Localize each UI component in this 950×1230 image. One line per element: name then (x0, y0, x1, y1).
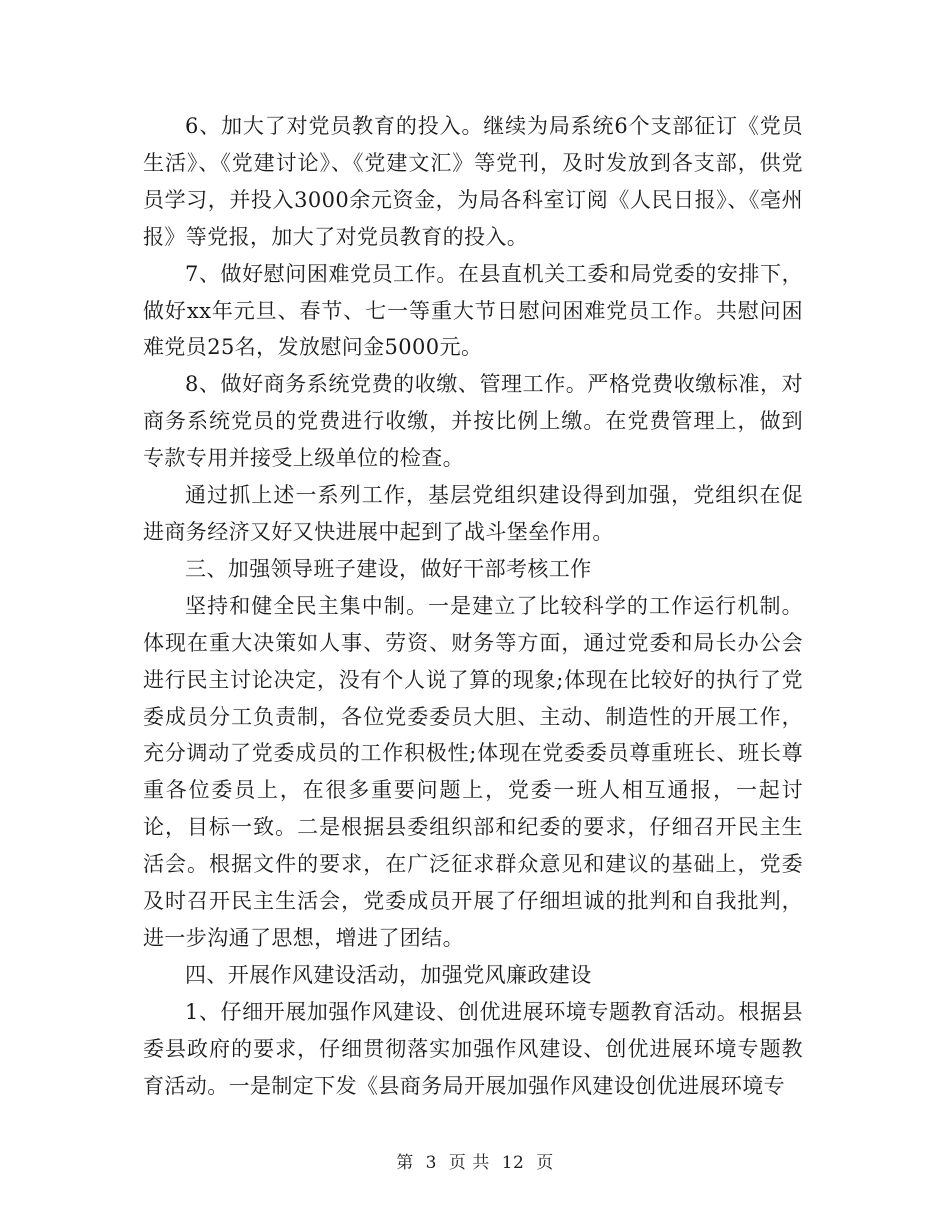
total-page-count: 12 (501, 1153, 525, 1173)
section-heading-3: 三、加强领导班子建设，做好干部考核工作 (185, 556, 592, 581)
paragraph-item-8: 8、做好商务系统党费的收缴、管理工作。严格党费收缴标准，对商务系统党员的党费进行收缴，并按比例上缴。在党费管理上，做到专款专用并接受上级单位的检查。 (143, 372, 803, 471)
document-body (143, 108, 803, 1104)
paragraph-item-7: 7、做好慰问困难党员工作。在县直机关工委和局党委的安排下，做好xx年元旦、春节、七一等重大节日慰问困难党员工作。共慰问困难党员25名，发放慰问金5000元。 (143, 261, 803, 360)
paragraph-item-6: 6、加大了对党员教育的投入。继续为局系统6个支部征订《党员生活》、《党建讨论》、《党建文汇》等党刊，及时发放到各支部，供党员学习，并投入3000余元资金，为局各科室订阅《人民日报》、《亳州报》等党报，加大了对党员教育的投入。 (143, 114, 803, 249)
footer-middle: 页 共 (448, 1153, 490, 1173)
paragraph-summary: 通过抓上述一系列工作，基层党组织建设得到加强，党组织在促进商务经济又好又快进展中起到了战斗堡垒作用。 (143, 483, 803, 544)
paragraph-style-building-1: 1、仔细开展加强作风建设、创优进展环境专题教育活动。根据县委县政府的要求，仔细贯彻落实加强作风建设、创优进展环境专题教育活动。一是制定下发《县商务局开展加强作风建设创优进展环境专 (143, 999, 803, 1098)
footer-suffix: 页 (536, 1153, 554, 1173)
footer-prefix: 第 (396, 1153, 414, 1173)
section-heading-4: 四、开展作风建设活动，加强党风廉政建设 (185, 962, 592, 987)
page-footer (0, 1148, 950, 1173)
paragraph-democratic-centralism: 坚持和健全民主集中制。一是建立了比较科学的工作运行机制。体现在重大决策如人事、劳资、财务等方面，通过党委和局长办公会进行民主讨论决定，没有个人说了算的现象;体现在比较好的执行了党委成员分工负责制，各位党委委员大胆、主动、制造性的开展工作，充分调动了党委成员的工作积极性;体现在党委委员尊重班长、班长尊重各位委员上，在很多重要问题上，党委一班人相互通报，一起讨论，目标一致。二是根据县委组织部和纪委的要求，仔细召开民主生活会。根据文件的要求，在广泛征求群众意见和建议的基础上，党委及时召开民主生活会，党委成员开展了仔细坦诚的批判和自我批判，进一步沟通了思想，增进了团结。 (143, 593, 803, 950)
current-page-number: 3 (425, 1153, 437, 1173)
